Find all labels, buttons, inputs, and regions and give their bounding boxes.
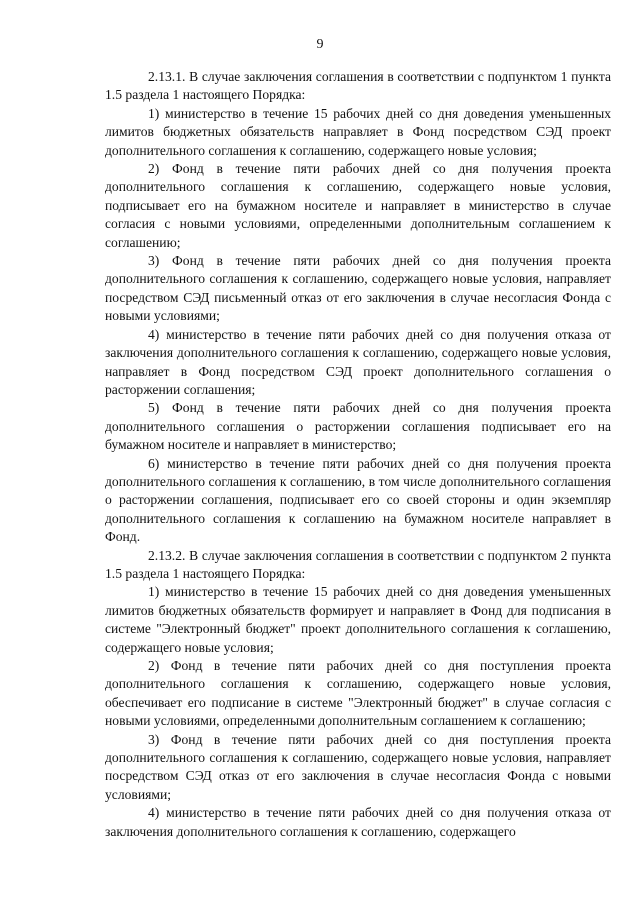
paragraph-2-13-1: 2.13.1. В случае заключения соглашения в соответствии с подпунктом 1 пункта 1.5 раздела 1 настоящего Порядка:	[105, 69, 611, 103]
paragraph-item-5: 5) Фонд в течение пяти рабочих дней со дня получения проекта дополнительного соглашения о расторжении соглашения подписывает его на бумажном носителе и направляет в министерство;	[105, 400, 611, 453]
paragraph-item-1: 1) министерство в течение 15 рабочих дней со дня доведения уменьшенных лимитов бюджетных обязательств направляет в Фонд посредством СЭД проект дополнительного соглашения к соглашению, содержащего новые условия;	[105, 105, 611, 158]
page-number: 9	[316, 37, 324, 52]
paragraph-item-2: 2) Фонд в течение пяти рабочих дней со дня поступления проекта дополнительного соглашения к соглашению, содержащего новые условия, обеспечивает его подписание в системе "Электронный бюджет" в случае согласия с новыми условиями, определенными дополнительным соглашением к соглашению;	[105, 658, 611, 729]
paragraph-2-13-2: 2.13.2. В случае заключения соглашения в соответствии с подпунктом 2 пункта 1.5 раздела 1 настоящего Порядка:	[105, 547, 611, 581]
paragraph-item-3: 3) Фонд в течение пяти рабочих дней со дня получения проекта дополнительного соглашения к соглашению, содержащего новые условия, направляет посредством СЭД письменный отказ от его заключения в случае несогласия Фонда с новыми условиями;	[105, 253, 611, 324]
paragraph-item-1: 1) министерство в течение 15 рабочих дней со дня доведения уменьшенных лимитов бюджетных обязательств формирует и направляет в Фонд для подписания в системе "Электронный бюджет" проект дополнительного соглашения к соглашению, содержащего новые условия;	[105, 584, 611, 655]
paragraph-item-2: 2) Фонд в течение пяти рабочих дней со дня получения проекта дополнительного соглашения к соглашению, содержащего новые условия, подписывает его на бумажном носителе и направляет в министерство в случае согласия с новыми условиями, определенными дополнительным соглашением к соглашению;	[105, 161, 611, 250]
paragraph-item-6: 6) министерство в течение пяти рабочих дней со дня получения проекта дополнительного соглашения к соглашению, в том числе дополнительного соглашения о расторжении соглашения, подписывает его со своей стороны и один экземпляр дополнительного соглашения к соглашению на бумажном носителе направляет в Фонд.	[105, 455, 611, 545]
paragraph-item-4: 4) министерство в течение пяти рабочих дней со дня получения отказа от заключения дополнительного соглашения к соглашению, содержащего новые условия, направляет в Фонд посредством СЭД проект дополнительного соглашения о расторжении соглашения;	[105, 326, 611, 397]
document-body	[105, 68, 611, 841]
paragraph-item-4: 4) министерство в течение пяти рабочих дней со дня получения отказа от заключения дополнительного соглашения к соглашению, содержащего	[105, 805, 611, 839]
paragraph-item-3: 3) Фонд в течение пяти рабочих дней со дня поступления проекта дополнительного соглашения к соглашению, содержащего новые условия, направляет посредством СЭД отказ от его заключения в случае несогласия Фонда с новыми условиями;	[105, 731, 611, 802]
